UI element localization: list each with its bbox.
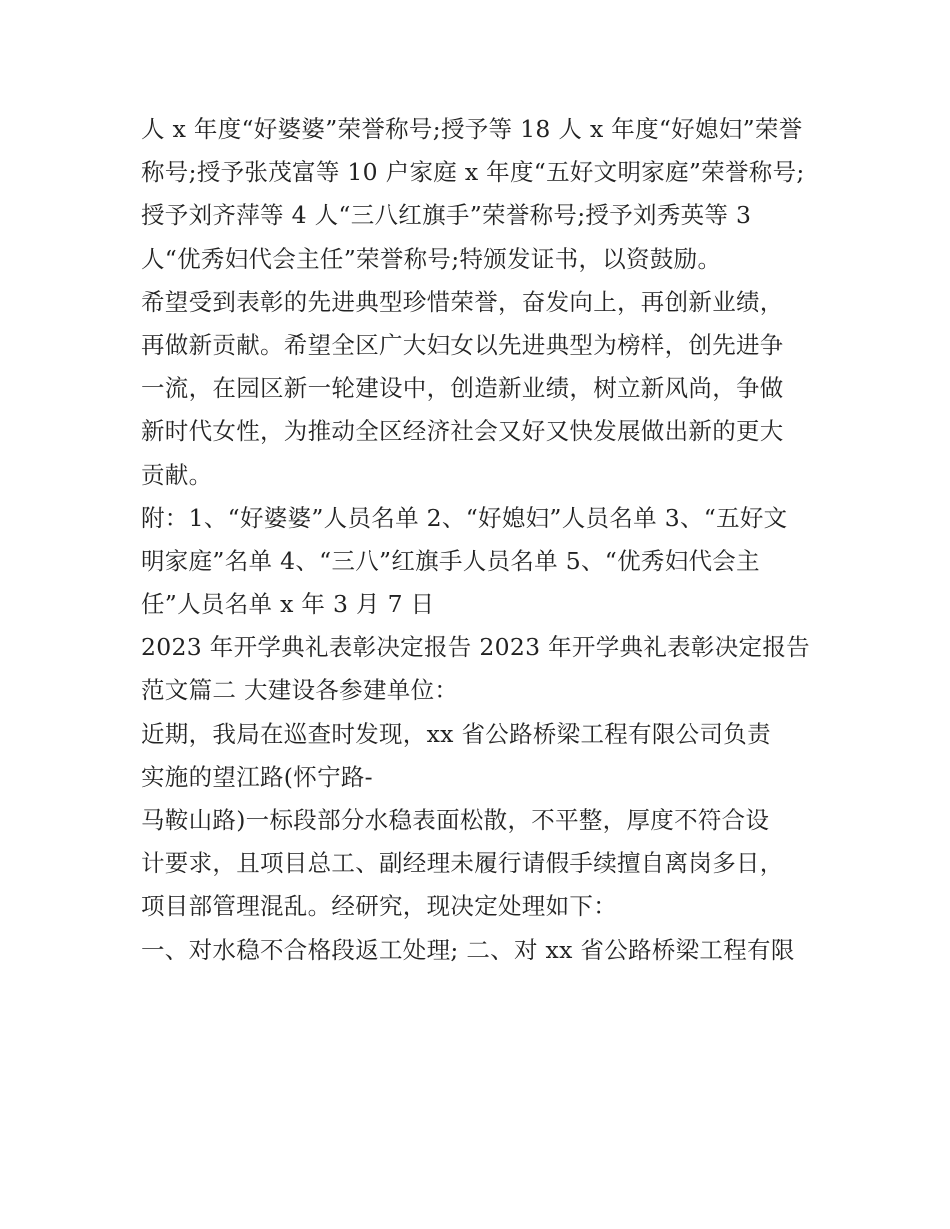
text-line: 一、对水稳不合格段返工处理; 二、对 xx 省公路桥梁工程有限 (141, 935, 795, 964)
text-line: 人 x 年度“好婆婆”荣誉称号;授予等 18 人 x 年度“好媳妇”荣誉 (141, 115, 803, 143)
text-line: 一流，在园区新一轮建设中，创造新业绩，树立新风尚，争做 (141, 374, 784, 403)
text-line: 范文篇二 大建设各参建单位： (141, 676, 459, 705)
text-line: 贡献。 (141, 460, 213, 489)
text-line: 实施的望江路(怀宁路- (141, 762, 373, 791)
text-line: 希望受到表彰的先进典型珍惜荣誉，奋发向上，再创新业绩， (141, 287, 784, 316)
text-line: 附：1、“好婆婆”人员名单 2、“好媳妇”人员名单 3、“五好文 (141, 503, 788, 532)
document-body (141, 108, 821, 972)
text-line: 任”人员名单 x 年 3 月 7 日 (141, 590, 435, 619)
text-line: 近期，我局在巡查时发现，xx 省公路桥梁工程有限公司负责 (141, 719, 771, 748)
text-line: 项目部管理混乱。经研究，现决定处理如下： (141, 892, 617, 921)
text-line: 人“优秀妇代会主任”荣誉称号;特颁发证书，以资鼓励。 (141, 244, 722, 273)
text-line: 授予刘齐萍等 4 人“三八红旗手”荣誉称号;授予刘秀英等 3 (141, 201, 752, 230)
text-line: 马鞍山路)一标段部分水稳表面松散，不平整，厚度不符合设 (141, 806, 770, 834)
text-line: 计要求，且项目总工、副经理未履行请假手续擅自离岗多日， (141, 849, 784, 878)
text-line: 再做新贡献。希望全区广大妇女以先进典型为榜样，创先进争 (141, 330, 784, 359)
text-line: 2023 年开学典礼表彰决定报告 2023 年开学典礼表彰决定报告 (141, 633, 810, 662)
text-line: 新时代女性，为推动全区经济社会又好又快发展做出新的更大 (141, 417, 784, 446)
text-line: 称号;授予张茂富等 10 户家庭 x 年度“五好文明家庭”荣誉称号; (141, 158, 805, 187)
text-line: 明家庭”名单 4、“三八”红旗手人员名单 5、“优秀妇代会主 (141, 546, 760, 575)
